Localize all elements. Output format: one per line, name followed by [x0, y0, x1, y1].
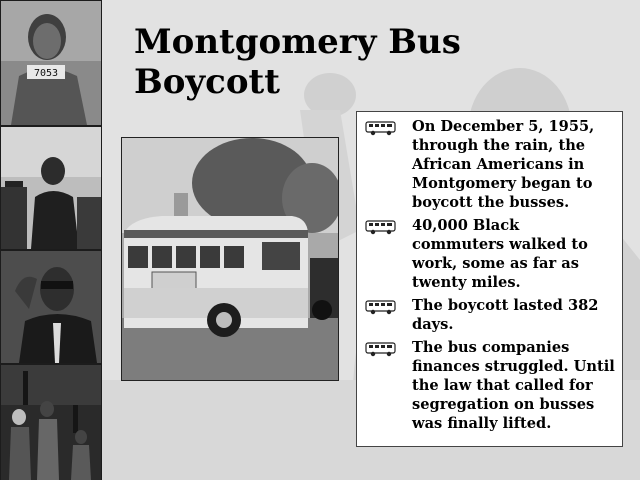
bullet-text: On December 5, 1955, through the rain, the African Americans in Montgomery began to boycott the busses. [412, 118, 595, 211]
list-item [365, 117, 616, 212]
speaker-photo [1, 127, 101, 249]
bullet-text: 40,000 Black commuters walked to work, some as far as twenty miles. [412, 217, 588, 291]
bullet-list [365, 117, 616, 433]
list-item [365, 338, 616, 433]
bullet-text: The bus companies finances struggled. Until the law that called for segregation on busses was finally lifted. [412, 339, 615, 432]
bus-icon [365, 299, 397, 315]
thinker-photo [1, 251, 101, 363]
bus-icon [365, 341, 397, 357]
bullet-text: The boycott lasted 382 days. [412, 297, 599, 333]
bus-icon [365, 219, 397, 235]
placard-number: 7053 [33, 68, 59, 79]
portrait-photo [1, 1, 101, 125]
list-item [365, 296, 616, 334]
slide-title: Montgomery Bus Boycott [134, 22, 461, 103]
photo-strip [0, 0, 102, 480]
bullet-list-box [356, 111, 623, 447]
bus-photo [121, 137, 339, 381]
list-item [365, 216, 616, 292]
bus-icon [365, 120, 397, 136]
podium-salute-photo [1, 365, 101, 480]
